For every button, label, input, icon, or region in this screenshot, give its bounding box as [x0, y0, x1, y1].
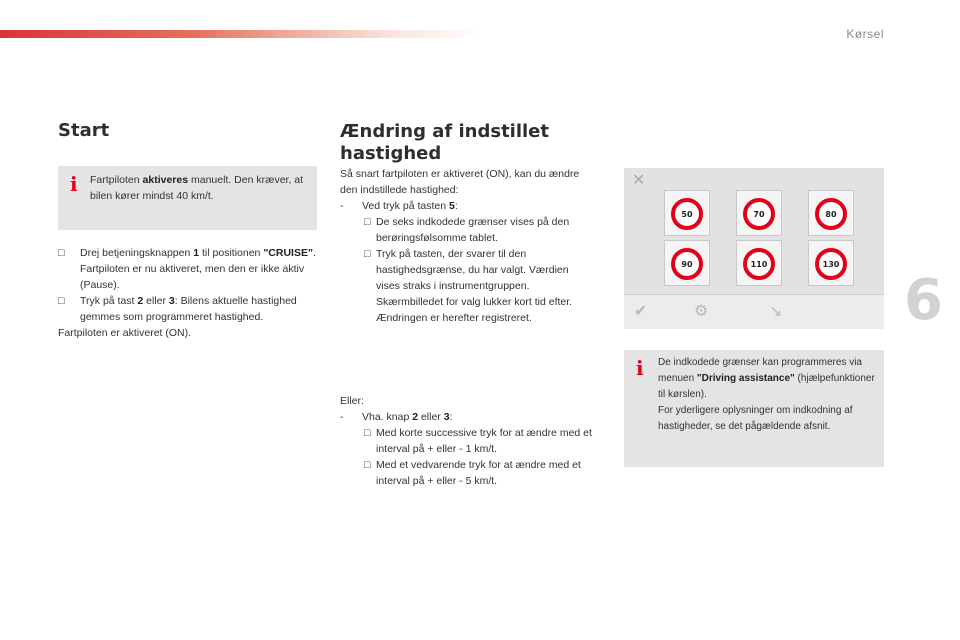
- driving-assistance-info-box: [624, 350, 884, 467]
- bullet-icon: □: [364, 459, 371, 471]
- bullet-icon: □: [58, 295, 65, 307]
- list-item: □ Drej betjeningsknappen 1 til positionen "CRUISE". Fartpiloten er nu aktiveret, men den er ikke aktiv (Pause).: [58, 247, 316, 291]
- speed-selection-screen: [624, 168, 884, 328]
- info-icon: i: [636, 356, 644, 380]
- bullet-icon: □: [364, 216, 371, 228]
- list-item: □ Med et vedvarende tryk for at ændre med et interval på + eller - 5 km/t.: [364, 459, 581, 487]
- speed-button-90: 90: [664, 240, 710, 286]
- start-heading: Start: [58, 120, 110, 141]
- speed-button-110: 110: [736, 240, 782, 286]
- or-label: Eller:: [340, 395, 364, 407]
- speed-button-130: 130: [808, 240, 854, 286]
- list-item: □ Tryk på tast 2 eller 3: Bilens aktuelle hastighed gemmes som programmeret hastighed.: [58, 295, 297, 323]
- change-steps: [340, 166, 595, 326]
- chapter-number: 6: [904, 268, 943, 333]
- section-label: Kørsel: [846, 27, 884, 41]
- start-steps: [58, 245, 320, 341]
- speed-button-50: 50: [664, 190, 710, 236]
- start-info-box: [58, 166, 317, 230]
- list-item: □ Tryk på tasten, der svarer til den hastighedsgrænse, du har valgt. Værdien vises straks i instrumentgruppen.: [364, 248, 569, 292]
- change-after-2: Ændringen er herefter registreret.: [376, 312, 532, 324]
- speed-button-70: 70: [736, 190, 782, 236]
- gauge-icon: ⚙: [694, 303, 709, 320]
- header-accent-bar: [0, 30, 480, 38]
- start-note: Fartpiloten er aktiveret (ON).: [58, 327, 192, 339]
- change-after-1: Skærmbilledet for valg lukker kort tid efter.: [376, 296, 573, 308]
- info-icon: i: [70, 172, 78, 196]
- bullet-icon: □: [58, 247, 65, 259]
- start-info-text: Fartpiloten aktiveres manuelt. Den kræver, at bilen kører mindst 40 km/t.: [90, 174, 304, 202]
- bullet-icon: □: [364, 248, 371, 260]
- screen-bottom-bar: [624, 294, 884, 329]
- bullet-icon: □: [364, 427, 371, 439]
- list-item: - Ved tryk på tasten 5:: [340, 200, 458, 212]
- change-intro: Så snart fartpiloten er aktiveret (ON), kan du ændre den indstillede hastighed:: [340, 168, 580, 196]
- speed-button-80: 80: [808, 190, 854, 236]
- change-heading: Ændring af indstillet hastighed: [340, 121, 549, 164]
- list-item: □ De seks indkodede grænser vises på den berøringsfølsomme tablet.: [364, 216, 570, 244]
- speed-arrow-icon: ↘: [769, 303, 783, 320]
- list-item: □ Med korte successive tryk for at ændre med et interval på + eller - 1 km/t.: [364, 427, 592, 455]
- list-item: - Vha. knap 2 eller 3:: [340, 411, 453, 423]
- close-icon: ✕: [632, 172, 646, 189]
- change-alt-steps: [340, 393, 600, 489]
- check-icon: ✔: [634, 303, 648, 320]
- driving-assistance-info-text: De indkodede grænser kan programmeres via menuen "Driving assistance" (hjælpefunktioner til kørslen). For yderligere oplysninger om indkodning af hastigheder, se det pågældende afsnit.: [658, 357, 875, 432]
